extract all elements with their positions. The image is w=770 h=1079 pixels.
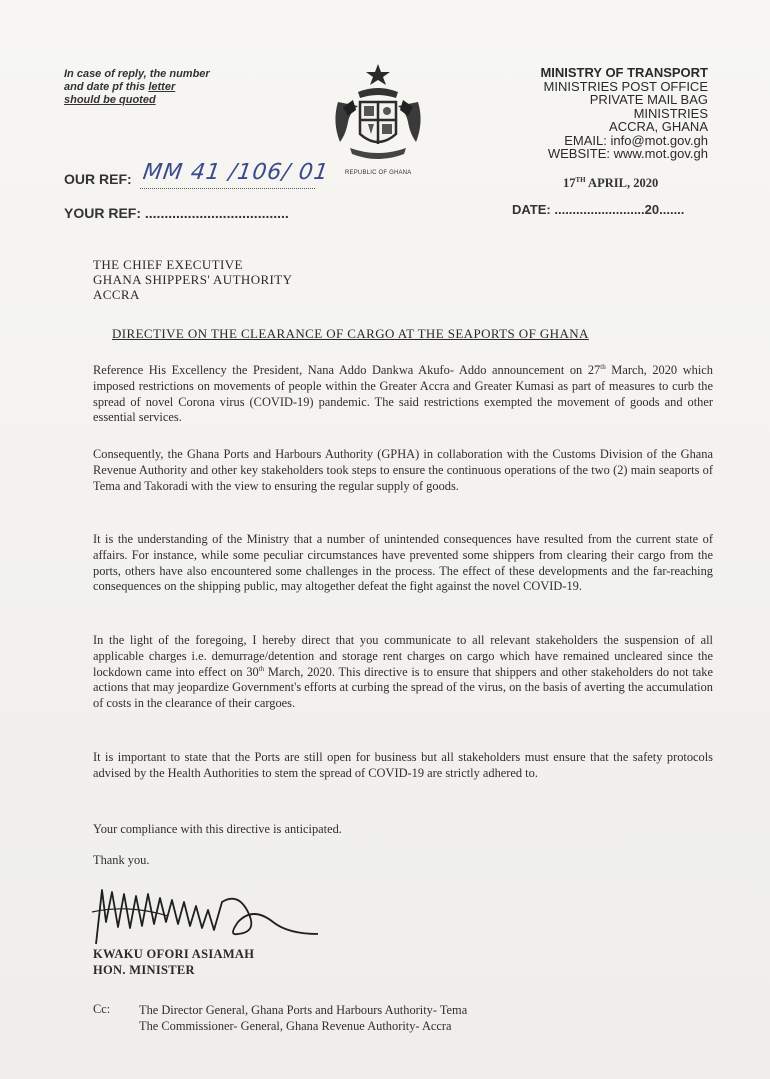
our-ref-dotted-line <box>140 188 315 189</box>
reply-note-line2-text: and date pf this <box>64 81 149 93</box>
reply-note-line1: In case of reply, the number <box>64 68 210 80</box>
reply-note <box>64 68 210 107</box>
our-ref-handwritten-value: MM 41 /106/ 01 <box>141 160 331 185</box>
body-paragraph-1 <box>93 363 713 426</box>
body-paragraph-5: It is important to state that the Ports are still open for business but all stakeholders must ensure that the safety protocols advised by the Health Authorities to stem the spread of COVID-19 are strictly adhered to. <box>93 750 713 780</box>
body-paragraph-4 <box>93 633 713 712</box>
signatory-name: KWAKU OFORI ASIAMAH <box>93 947 255 961</box>
ministry-title: MINISTRY OF TRANSPORT <box>540 65 708 80</box>
paragraph-text: March, 2020 which imposed restrictions on movements of people within the Greater Accra and Greater Kumasi as part of measures to curb the spread of novel Corona virus (COVID-19) pandemic. The said restrictions exempted the movement of goods and other essential services. <box>93 363 713 425</box>
ministry-email: EMAIL: info@mot.gov.gh <box>564 132 708 148</box>
paragraph-text: Reference His Excellency the President, Nana Addo Dankwa Akufo- Addo announcement on 27 <box>93 363 601 377</box>
cc-recipients <box>139 1002 467 1034</box>
ministry-website: WEBSITE: www.mot.gov.gh <box>547 146 708 161</box>
body-paragraph-2: Consequently, the Ghana Ports and Harbours Authority (GPHA) in collaboration with the Customs Division of the Ghana Revenue Authority and other key stakeholders took steps to ensure the continuous operations of the two (2) main seaports of Tema and Takoradi with the view to ensuring the regular supply of goods. <box>93 447 713 493</box>
addressee-block <box>93 257 292 302</box>
date-day: 17 <box>563 176 576 191</box>
cc-recipient: The Commissioner- General, Ghana Revenue Authority- Accra <box>139 1019 452 1033</box>
compliance-line: Your compliance with this directive is anticipated. <box>93 822 342 836</box>
body-paragraph-3: It is the understanding of the Ministry that a number of unintended consequences have resulted from the current state of affairs. For instance, while some peculiar circumstances have prevented some shippers from clearing their cargo from the ports, others have also encountered some challenges in the process. The effect of these developments and the far-reaching consequences on the shipping public, may altogether defeat the fight against the novel COVID-19. <box>93 532 713 594</box>
date-suffix: TH <box>575 176 586 184</box>
addressee-line: THE CHIEF EXECUTIVE <box>93 257 243 272</box>
paragraph-text: In the light of the foregoing, I hereby direct that you communicate to all relevant stakeholders the suspension of all applicable charges i.e. demurrage/detention and storage rent charges on cargo which have remained uncleared since the lockdown came into effect on 30 <box>93 633 713 679</box>
date-field: DATE: .........................20....... <box>512 202 685 217</box>
cc-label: Cc: <box>93 1002 111 1016</box>
ministry-address-line: PRIVATE MAIL BAG <box>589 92 708 107</box>
addressee-line: ACCRA <box>93 287 140 302</box>
ordinal-suffix: th <box>258 664 265 673</box>
date-month-year: APRIL, 2020 <box>585 176 659 191</box>
crest-caption: REPUBLIC OF GHANA <box>345 170 412 176</box>
ministry-letterhead <box>540 66 708 161</box>
signatory-title: HON. MINISTER <box>93 963 195 977</box>
date-stamp <box>563 176 658 191</box>
handwritten-signature-icon <box>88 882 328 952</box>
reply-note-line3: should be quoted <box>64 94 156 106</box>
addressee-line: GHANA SHIPPERS' AUTHORITY <box>93 272 293 287</box>
our-ref-label: OUR REF: <box>64 171 132 187</box>
paragraph-text: March, 2020. This directive is to ensure that shippers and other stakeholders do not take actions that may jeopardize Government's efforts at curbing the spread of the virus, on the basis of averting the accumulation of costs in the clearance of their cargoes. <box>93 664 713 711</box>
cc-recipient: The Director General, Ghana Ports and Harbours Authority- Tema <box>139 1003 468 1017</box>
letter-subject: DIRECTIVE ON THE CLEARANCE OF CARGO AT THE SEAPORTS OF GHANA <box>112 326 589 341</box>
reply-note-line2 <box>64 81 210 94</box>
ministry-address-line: MINISTRIES POST OFFICE <box>543 78 708 94</box>
signatory-block <box>93 946 254 978</box>
your-ref-field: YOUR REF: ..................................... <box>64 205 289 221</box>
ordinal-suffix: th <box>600 362 606 371</box>
ministry-address-line: ACCRA, GHANA <box>609 119 708 134</box>
ministry-address-line: MINISTRIES <box>633 105 708 121</box>
thanks-line: Thank you. <box>93 853 150 867</box>
ghana-coat-of-arms-icon <box>328 62 428 172</box>
reply-note-letter-word: letter <box>148 81 176 93</box>
